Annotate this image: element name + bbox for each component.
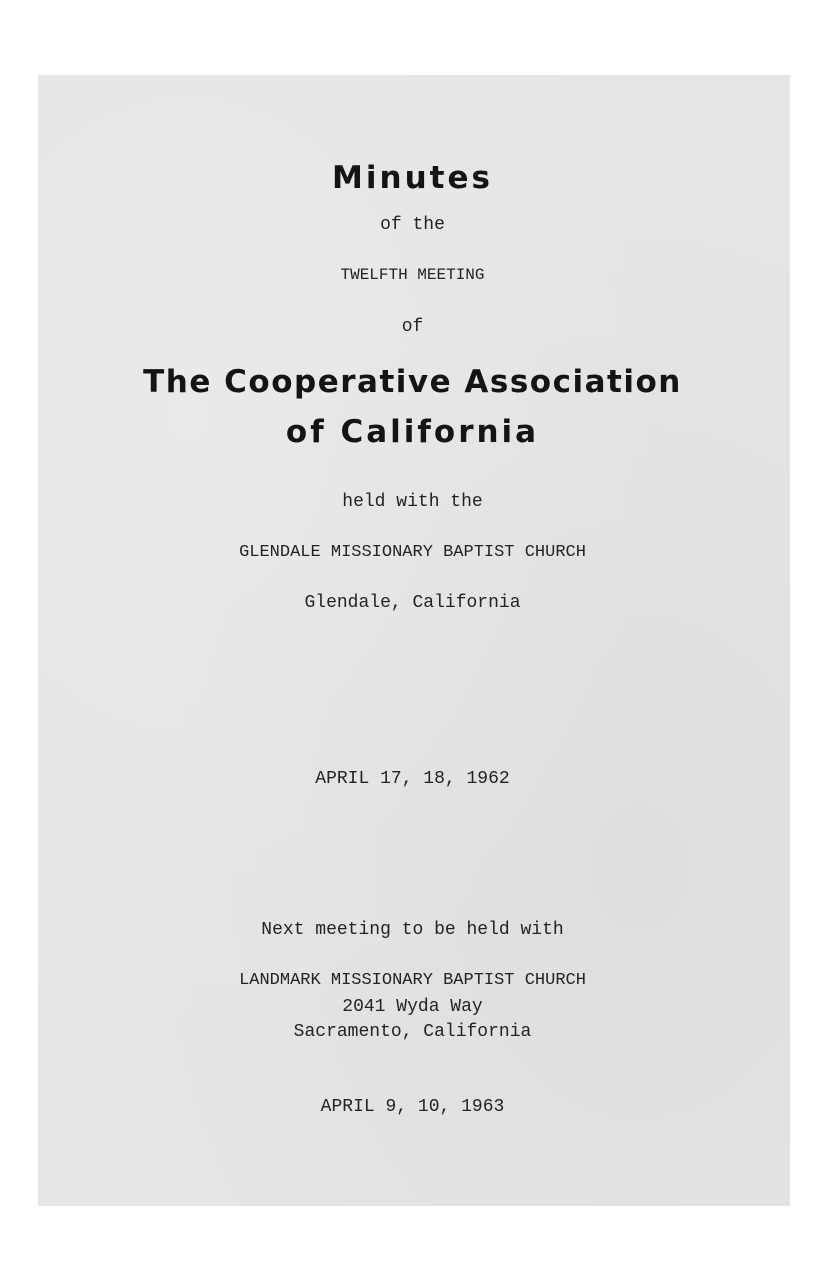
of-text: of <box>401 317 424 337</box>
next-meeting-church: LANDMARK MISSIONARY BAPTIST CHURCH <box>239 971 586 990</box>
association-name-line1: The Cooperative Association <box>143 364 682 400</box>
next-meeting-address: 2041 Wyda Way <box>342 997 483 1017</box>
meeting-ordinal: TWELFTH MEETING <box>340 266 485 284</box>
next-meeting-city: Sacramento, California <box>293 1022 532 1042</box>
association-name-line2: of California <box>285 414 540 450</box>
next-meeting-label: Next meeting to be held with <box>261 920 564 940</box>
meeting-dates: APRIL 17, 18, 1962 <box>315 769 510 789</box>
host-city: Glendale, California <box>304 593 521 613</box>
next-meeting-dates: APRIL 9, 10, 1963 <box>320 1097 505 1117</box>
held-with-text: held with the <box>342 492 483 512</box>
host-church: GLENDALE MISSIONARY BAPTIST CHURCH <box>239 543 586 562</box>
document-title: Minutes <box>332 160 493 196</box>
of-the-text: of the <box>380 215 445 235</box>
